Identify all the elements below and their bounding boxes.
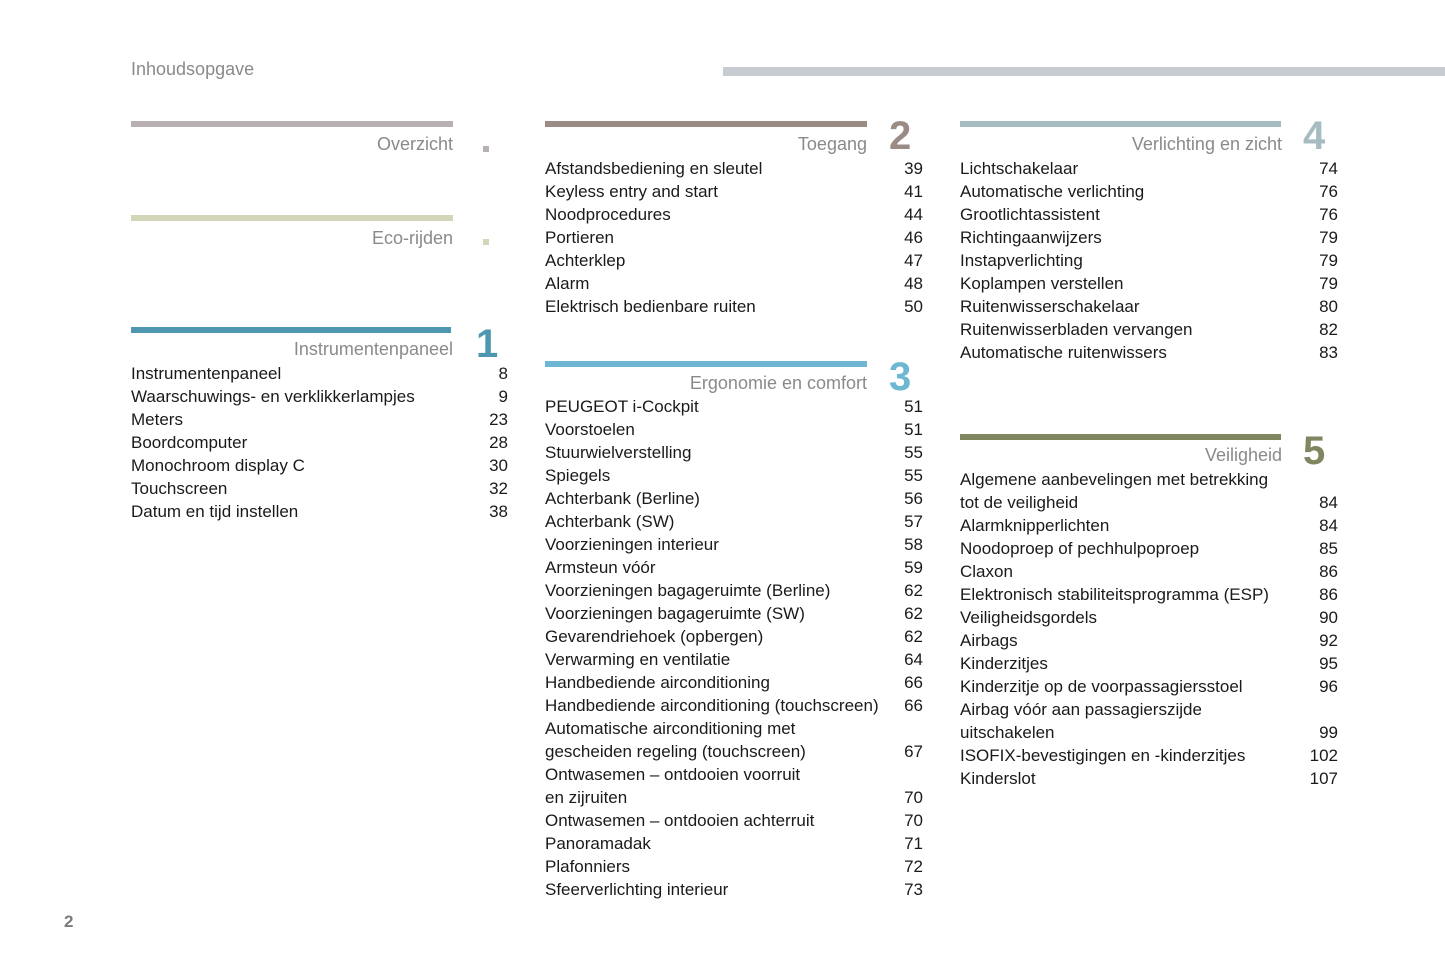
toc-entry-page: 56: [904, 489, 923, 508]
section-eco-rijden: [131, 215, 453, 255]
toc-entry-label: Meters: [131, 410, 183, 429]
toc-entry[interactable]: [960, 560, 1338, 583]
toc-entry-label: Automatische airconditioning met gescheiden regeling (touchscreen): [545, 719, 806, 761]
toc-entry[interactable]: [960, 537, 1338, 560]
toc-entry-page: 46: [904, 228, 923, 247]
toc-entry-page: 66: [904, 696, 923, 715]
toc-entry[interactable]: [960, 583, 1338, 606]
toc-entry-page: 62: [904, 627, 923, 646]
toc-entry[interactable]: [960, 629, 1338, 652]
section-bar: [131, 327, 451, 333]
toc-entry-label: Noodprocedures: [545, 205, 671, 224]
toc-entry[interactable]: [131, 454, 508, 477]
toc-entry-page: 84: [1319, 516, 1338, 535]
toc-list-instrumentenpaneel: [131, 362, 508, 523]
toc-entry-page: 47: [904, 251, 923, 270]
toc-entry[interactable]: [545, 625, 923, 648]
toc-entry-label: Keyless entry and start: [545, 182, 718, 201]
toc-entry[interactable]: [545, 295, 923, 318]
toc-entry-page: 70: [904, 788, 923, 807]
toc-entry[interactable]: [131, 408, 508, 431]
toc-entry[interactable]: [545, 533, 923, 556]
toc-entry[interactable]: [545, 832, 923, 855]
toc-entry-label: Airbags: [960, 631, 1018, 650]
toc-entry[interactable]: [131, 431, 508, 454]
toc-entry-page: 50: [904, 297, 923, 316]
section-bar: [131, 121, 453, 127]
toc-entry[interactable]: [545, 487, 923, 510]
toc-entry-page: 83: [1319, 343, 1338, 362]
toc-entry-label: Claxon: [960, 562, 1013, 581]
toc-entry-label: Koplampen verstellen: [960, 274, 1124, 293]
toc-entry-label: Instrumentenpaneel: [131, 364, 282, 383]
toc-entry-page: 92: [1319, 631, 1338, 650]
toc-entry-label: ISOFIX-bevestigingen en -kinderzitjes: [960, 746, 1246, 765]
toc-entry[interactable]: [545, 395, 923, 418]
toc-entry-page: 23: [489, 410, 508, 429]
toc-entry-page: 76: [1319, 205, 1338, 224]
toc-entry-label: Automatische verlichting: [960, 182, 1145, 201]
toc-entry-page: 64: [904, 650, 923, 669]
header-rule: [723, 67, 1445, 76]
toc-entry-page: 72: [904, 857, 923, 876]
toc-entry-label: Waarschuwings- en verklikkerlampjes: [131, 387, 415, 406]
toc-entry-label: Ontwasemen – ontdooien voorruit en zijruiten: [545, 765, 801, 807]
toc-entry[interactable]: [131, 385, 508, 408]
toc-entry-page: 71: [904, 834, 923, 853]
toc-entry-label: Lichtschakelaar: [960, 159, 1079, 178]
toc-entry-page: 8: [498, 364, 508, 383]
section-verlichting: [960, 121, 1282, 161]
page-title: Inhoudsopgave: [131, 59, 255, 79]
toc-entry-page: 99: [1319, 723, 1338, 742]
section-bar: [960, 434, 1281, 440]
toc-entry[interactable]: [960, 180, 1338, 203]
toc-entry-label: Kinderzitje op de voorpassagiersstoel: [960, 677, 1243, 696]
toc-entry-page: 102: [1309, 746, 1338, 765]
toc-entry-label: Achterklep: [545, 251, 626, 270]
section-number: 3: [889, 355, 912, 399]
toc-list-verlichting: [960, 157, 1338, 364]
toc-entry-page: 44: [904, 205, 923, 224]
section-number: 1: [476, 322, 499, 366]
toc-entry-label: Stuurwielverstelling: [545, 443, 692, 462]
toc-entry-page: 80: [1319, 297, 1338, 316]
toc-entry-label: Achterbank (Berline): [545, 489, 700, 508]
toc-entry-label: Monochroom display C: [131, 456, 305, 475]
toc-entry-label: PEUGEOT i-Cockpit: [545, 397, 699, 416]
toc-entry[interactable]: [960, 698, 1338, 744]
toc-entry-label: Kinderslot: [960, 769, 1036, 788]
toc-entry[interactable]: [131, 362, 508, 385]
toc-entry[interactable]: [960, 203, 1338, 226]
toc-entry-label: Portieren: [545, 228, 614, 247]
toc-entry-label: Handbediende airconditioning: [545, 673, 770, 692]
toc-entry-label: Noodoproep of pechhulpoproep: [960, 539, 1200, 558]
toc-entry-page: 79: [1319, 251, 1338, 270]
toc-entry-page: 85: [1319, 539, 1338, 558]
toc-entry-label: Instapverlichting: [960, 251, 1083, 270]
toc-entry-page: 95: [1319, 654, 1338, 673]
toc-entry[interactable]: [545, 579, 923, 602]
toc-entry-page: 79: [1319, 228, 1338, 247]
toc-entry-label: Ontwasemen – ontdooien achterruit: [545, 811, 815, 830]
section-number: 5: [1303, 429, 1326, 473]
toc-entry-page: 32: [489, 479, 508, 498]
toc-entry-label: Elektronisch stabiliteitsprogramma (ESP): [960, 585, 1269, 604]
toc-entry-page: 9: [498, 387, 508, 406]
toc-entry-page: 38: [489, 502, 508, 521]
toc-entry[interactable]: [960, 514, 1338, 537]
toc-entry-label: Ruitenwisserschakelaar: [960, 297, 1140, 316]
toc-entry-label: Afstandsbediening en sleutel: [545, 159, 763, 178]
toc-entry-label: Automatische ruitenwissers: [960, 343, 1167, 362]
toc-entry-label: Panoramadak: [545, 834, 651, 853]
toc-entry-label: Voorzieningen interieur: [545, 535, 719, 554]
section-overzicht: [131, 121, 453, 161]
toc-entry[interactable]: [960, 341, 1338, 364]
toc-entry-label: Ruitenwisserbladen vervangen: [960, 320, 1193, 339]
toc-entry-page: 96: [1319, 677, 1338, 696]
toc-entry-page: 59: [904, 558, 923, 577]
toc-entry[interactable]: [131, 477, 508, 500]
toc-entry-page: 62: [904, 581, 923, 600]
section-instrumentenpaneel: [131, 327, 453, 367]
toc-entry-page: 66: [904, 673, 923, 692]
toc-entry-page: 57: [904, 512, 923, 531]
toc-entry-page: 67: [904, 742, 923, 761]
toc-entry-label: Gevarendriehoek (opbergen): [545, 627, 764, 646]
toc-entry[interactable]: [960, 318, 1338, 341]
toc-entry-label: Sfeerverlichting interieur: [545, 880, 729, 899]
toc-entry[interactable]: [545, 648, 923, 671]
toc-entry-label: Achterbank (SW): [545, 512, 675, 531]
page-number: 2: [64, 912, 74, 931]
toc-entry[interactable]: [545, 855, 923, 878]
toc-entry-label: Kinderzitjes: [960, 654, 1048, 673]
toc-entry[interactable]: [545, 418, 923, 441]
section-title[interactable]: Toegang: [797, 134, 867, 154]
toc-entry-page: 86: [1319, 562, 1338, 581]
toc-entry[interactable]: [960, 157, 1338, 180]
toc-entry-page: 70: [904, 811, 923, 830]
toc-entry[interactable]: [545, 671, 923, 694]
toc-entry[interactable]: [960, 468, 1338, 514]
toc-entry-label: Voorzieningen bagageruimte (Berline): [545, 581, 831, 600]
section-title[interactable]: Verlichting en zicht: [1131, 134, 1282, 154]
toc-entry[interactable]: [960, 272, 1338, 295]
toc-entry[interactable]: [131, 500, 508, 523]
toc-entry[interactable]: [545, 878, 923, 901]
toc-entry-page: 79: [1319, 274, 1338, 293]
toc-entry-label: Veiligheidsgordels: [960, 608, 1098, 627]
toc-entry[interactable]: [960, 606, 1338, 629]
toc-entry-page: 28: [489, 433, 508, 452]
toc-entry-page: 86: [1319, 585, 1338, 604]
toc-entry[interactable]: [545, 602, 923, 625]
section-title[interactable]: Ergonomie en comfort: [689, 373, 867, 393]
toc-entry-label: Elektrisch bedienbare ruiten: [545, 297, 756, 316]
toc-entry-page: 58: [904, 535, 923, 554]
toc-entry-label: Alarm: [545, 274, 590, 293]
toc-entry-page: 90: [1319, 608, 1338, 627]
toc-entry-page: 51: [904, 397, 923, 416]
section-title[interactable]: Veiligheid: [1204, 445, 1282, 465]
toc-entry-page: 82: [1319, 320, 1338, 339]
toc-entry-label: Datum en tijd instellen: [131, 502, 299, 521]
toc-entry-page: 39: [904, 159, 923, 178]
toc-entry[interactable]: [545, 180, 923, 203]
toc-entry[interactable]: [545, 464, 923, 487]
toc-entry-page: 51: [904, 420, 923, 439]
toc-entry[interactable]: [545, 157, 923, 180]
toc-entry-page: 55: [904, 466, 923, 485]
toc-entry-label: Armsteun vóór: [545, 558, 656, 577]
toc-entry-page: 41: [904, 182, 923, 201]
section-number: 2: [889, 114, 912, 158]
toc-entry[interactable]: [960, 675, 1338, 698]
toc-entry[interactable]: [545, 763, 923, 809]
toc-entry[interactable]: [545, 441, 923, 464]
toc-entry-label: Voorzieningen bagageruimte (SW): [545, 604, 805, 623]
section-marker-dot: [483, 239, 489, 245]
toc-list-veiligheid: [960, 468, 1338, 790]
toc-entry-page: 55: [904, 443, 923, 462]
toc-entry[interactable]: [545, 272, 923, 295]
toc-entry[interactable]: [545, 249, 923, 272]
section-toegang: [545, 121, 867, 161]
toc-entry[interactable]: [545, 203, 923, 226]
section-bar: [960, 121, 1281, 127]
toc-entry-label: Spiegels: [545, 466, 611, 485]
toc-entry-page: 73: [904, 880, 923, 899]
toc-entry[interactable]: [545, 809, 923, 832]
section-title[interactable]: Eco-rijden: [371, 228, 453, 248]
toc-entry[interactable]: [545, 717, 923, 763]
toc-entry-page: 30: [489, 456, 508, 475]
section-title[interactable]: Instrumentenpaneel: [293, 339, 453, 359]
toc-list-toegang: [545, 157, 923, 318]
toc-entry[interactable]: [960, 249, 1338, 272]
toc-entry[interactable]: [960, 744, 1338, 767]
toc-entry-page: 74: [1319, 159, 1338, 178]
toc-entry-label: Voorstoelen: [545, 420, 635, 439]
toc-entry-label: Richtingaanwijzers: [960, 228, 1102, 247]
toc-entry-page: 76: [1319, 182, 1338, 201]
toc-entry-label: Grootlichtassistent: [960, 205, 1100, 224]
section-number: 4: [1303, 114, 1326, 158]
toc-entry-label: Boordcomputer: [131, 433, 248, 452]
section-title[interactable]: Overzicht: [376, 134, 453, 154]
toc-entry[interactable]: [545, 556, 923, 579]
toc-entry-label: Algemene aanbevelingen met betrekking tot de veiligheid: [960, 470, 1269, 512]
section-bar: [545, 121, 867, 127]
toc-entry[interactable]: [545, 694, 923, 717]
toc-entry[interactable]: [960, 295, 1338, 318]
toc-entry-label: Verwarming en ventilatie: [545, 650, 731, 669]
toc-entry-label: Alarmknipperlichten: [960, 516, 1110, 535]
toc-entry[interactable]: [960, 226, 1338, 249]
toc-entry-page: 84: [1319, 493, 1338, 512]
toc-entry-page: 107: [1309, 769, 1338, 788]
section-bar: [545, 361, 867, 367]
toc-entry[interactable]: [545, 510, 923, 533]
toc-entry[interactable]: [960, 652, 1338, 675]
toc-entry[interactable]: [545, 226, 923, 249]
toc-list-ergonomie: [545, 395, 923, 901]
section-bar: [131, 215, 453, 221]
toc-entry-label: Plafonniers: [545, 857, 631, 876]
toc-entry-label: Handbediende airconditioning (touchscreen): [545, 696, 879, 715]
section-marker-dot: [483, 146, 489, 152]
toc-entry-page: 62: [904, 604, 923, 623]
toc-entry-page: 48: [904, 274, 923, 293]
toc-entry[interactable]: [960, 767, 1338, 790]
toc-entry-label: Airbag vóór aan passagierszijde uitschakelen: [960, 700, 1202, 742]
toc-entry-label: Touchscreen: [131, 479, 228, 498]
